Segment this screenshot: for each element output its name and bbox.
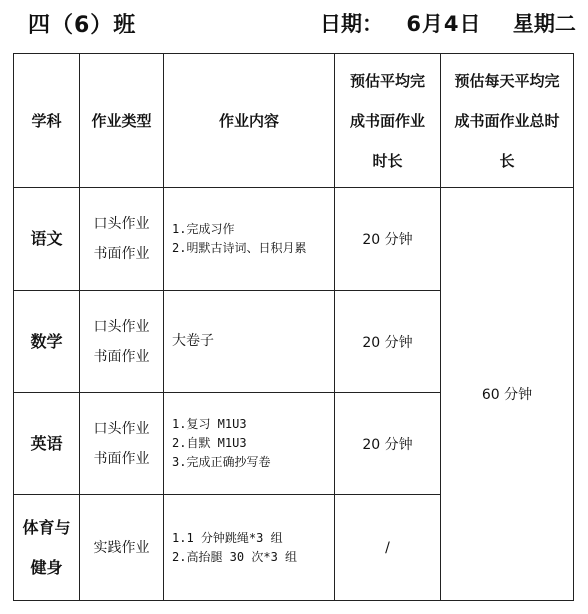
class-name: 四（6）班 [28,13,137,38]
page-header [0,0,588,50]
col-header-subject: 学科 [14,54,80,188]
date-value: 6月4日 [406,12,482,36]
date-label: 日期： [320,12,383,36]
type-cell: 实践作业 [80,495,164,601]
content-cell: 1.完成习作 2.明默古诗词、日积月累 [164,188,335,291]
date-line [320,8,576,38]
col-header-avg-time: 预估平均完 成书面作业 时长 [335,54,441,188]
subject-cell: 体育与 健身 [14,495,80,601]
time-cell: 20 分钟 [335,291,441,393]
col-header-content: 作业内容 [164,54,335,188]
type-cell: 口头作业 书面作业 [80,291,164,393]
content-cell: 1.复习 M1U3 2.自默 M1U3 3.完成正确抄写卷 [164,393,335,495]
subject-cell: 英语 [14,393,80,495]
table-header-row [14,54,574,188]
content-cell: 大卷子 [164,291,335,393]
content-cell: 1.1 分钟跳绳*3 组 2.高抬腿 30 次*3 组 [164,495,335,601]
total-time-cell: 60 分钟 [441,188,574,601]
col-header-total-time: 预估每天平均完 成书面作业总时 长 [441,54,574,188]
col-header-type: 作业类型 [80,54,164,188]
type-cell: 口头作业 书面作业 [80,188,164,291]
table-row [14,188,574,291]
time-cell: 20 分钟 [335,393,441,495]
time-cell: 20 分钟 [335,188,441,291]
time-cell: / [335,495,441,601]
subject-cell: 数学 [14,291,80,393]
homework-table [13,53,574,601]
type-cell: 口头作业 书面作业 [80,393,164,495]
weekday: 星期二 [512,12,576,36]
subject-cell: 语文 [14,188,80,291]
